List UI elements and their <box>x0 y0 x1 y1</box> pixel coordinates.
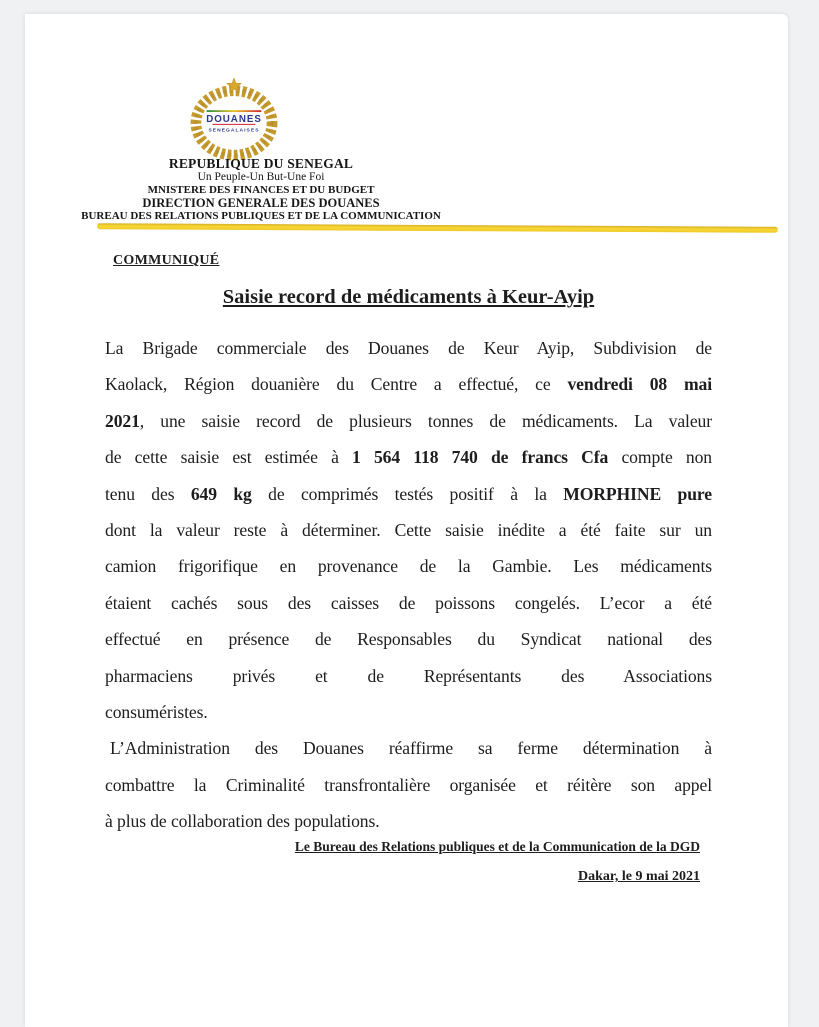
bold-text-segment: 1 564 118 740 de francs Cfa <box>352 447 609 468</box>
text-segment: La Brigade commerciale des Douanes de Keur Ayip, Subdivision de <box>105 338 712 358</box>
letterhead-ministry: MNISTERE DES FINANCES ET DU BUDGET <box>147 184 375 196</box>
text-segment: effectué en présence de Responsables du Syndicat national des <box>105 629 712 650</box>
laurel-wreath-star-icon <box>178 77 290 161</box>
letterhead-text-block <box>31 156 491 223</box>
text-line <box>105 694 712 730</box>
text-segment: Kaolack, Région douanière du Centre a effectué, ce <box>105 374 568 395</box>
text-segment: camion frigorifique en provenance de la Gambie. Les médicaments <box>105 556 712 577</box>
signature-bureau-line: Le Bureau des Relations publiques et de la Communication de la DGD <box>294 839 700 854</box>
text-segment: dont la valeur reste à déterminer. Cette saisie inédite a été faite sur un <box>105 519 712 540</box>
text-segment: de comprimés testés positif à la <box>251 483 564 504</box>
text-segment: de cette saisie est estimée à <box>105 447 353 468</box>
text-line <box>105 548 712 584</box>
douanes-senegalaises-logo <box>178 77 290 161</box>
bold-text-segment: vendredi 08 mai <box>567 374 713 395</box>
text-line <box>105 512 712 548</box>
letterhead-motto: Un Peuple-Un But-Une Foi <box>197 171 325 183</box>
text-line <box>105 730 712 766</box>
text-line <box>105 366 712 402</box>
bold-text-segment: MORPHINE pure <box>563 483 713 504</box>
text-segment: L’Administration des Douanes réaffirme sa ferme détermination à <box>110 738 712 759</box>
paragraph-1 <box>105 330 712 730</box>
text-line <box>105 330 712 366</box>
signature-date-line: Dakar, le 9 mai 2021 <box>578 869 700 884</box>
text-segment: combattre la Criminalité transfrontalière organisée et réitère son appel <box>105 774 712 795</box>
bold-text-segment: 2021 <box>105 410 140 431</box>
paragraph-2 <box>105 730 712 839</box>
bold-text-segment: 649 kg <box>190 483 252 504</box>
document-page <box>25 14 788 1027</box>
text-line <box>105 621 712 657</box>
text-segment: pharmaciens privés et de Représentants des Associations <box>105 665 712 686</box>
text-segment: compte non <box>608 447 712 468</box>
text-line <box>105 439 712 475</box>
document-title: Saisie record de médicaments à Keur-Ayip <box>222 286 595 308</box>
letterhead-republic: REPUBLIQUE DU SENEGAL <box>168 156 354 171</box>
gold-divider-line <box>97 223 778 232</box>
logo-text-main: DOUANES <box>206 113 262 125</box>
text-segment: étaient cachés sous des caisses de poissons congelés. L’ecor a été <box>105 592 712 613</box>
text-segment: à plus de collaboration des populations. <box>105 811 380 832</box>
letterhead-bureau: BUREAU DES RELATIONS PUBLIQUES ET DE LA COMMUNICATION <box>81 210 441 222</box>
body-paragraphs <box>105 330 712 839</box>
text-segment: tenu des <box>105 483 191 504</box>
signature-block <box>105 834 712 890</box>
letterhead-direction: DIRECTION GENERALE DES DOUANES <box>142 195 380 210</box>
text-line <box>105 403 712 439</box>
text-line <box>105 767 712 803</box>
text-line <box>105 476 712 512</box>
text-line <box>105 658 712 694</box>
text-segment: consuméristes. <box>105 701 208 722</box>
text-segment: , une saisie record de plusieurs tonnes de médicaments. La valeur <box>139 410 712 431</box>
logo-text-sub: SENEGALAISES <box>208 128 260 134</box>
communique-label: COMMUNIQUÉ <box>113 253 220 268</box>
text-line <box>105 585 712 621</box>
